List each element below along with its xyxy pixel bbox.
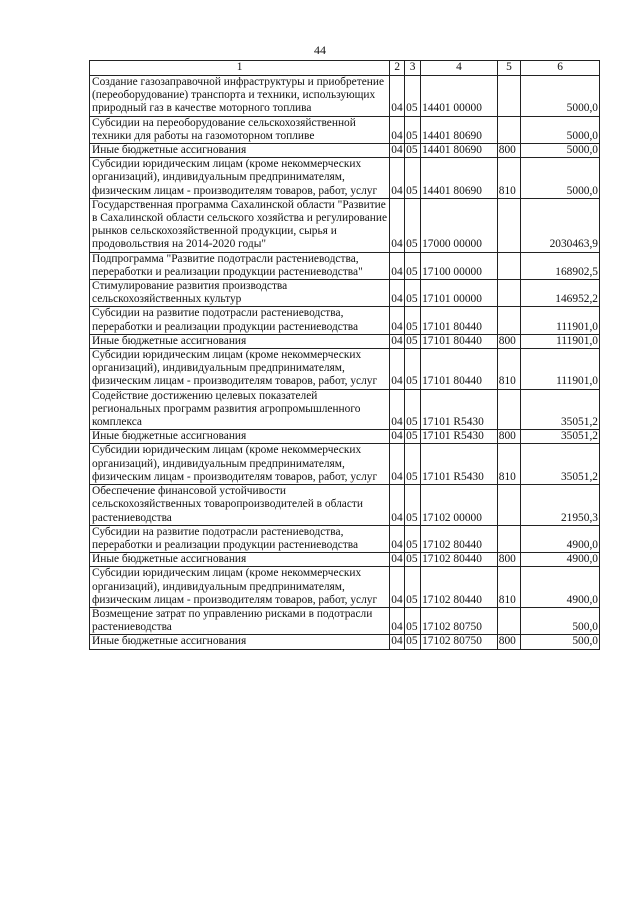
header-cell: 6	[521, 61, 600, 76]
section-code-cell: 04	[390, 389, 405, 430]
section-code-cell: 04	[391, 553, 403, 566]
item-name-cell: Иные бюджетные ассигнования	[90, 430, 390, 444]
target-article-code-cell: 14401 80690	[421, 158, 498, 199]
item-name-cell: Создание газозаправочной инфраструктуры и приобретение (переоборудование) транспорта и техники, использующих природный газ в качестве моторного топлива	[90, 76, 390, 117]
subsection-code-cell: 05	[405, 307, 421, 334]
subsection-code-cell: 05	[405, 444, 421, 485]
table-row	[90, 116, 600, 143]
amount-cell: 2030463,9	[521, 198, 600, 252]
target-article-code-cell: 17102 80440	[421, 525, 498, 552]
table-row	[90, 444, 600, 485]
table-body	[90, 76, 600, 650]
amount-cell: 35051,2	[521, 389, 600, 430]
target-article-code-cell: 17101 00000	[421, 280, 498, 307]
target-article-code-cell: 17102 80440	[421, 567, 498, 608]
table-row	[90, 158, 600, 199]
subsection-code-cell: 05	[405, 280, 421, 307]
target-article-code-cell: 14401 00000	[421, 76, 498, 117]
subsection-code-cell: 05	[405, 389, 421, 430]
amount-cell: 5000,0	[521, 158, 600, 199]
header-cell: 5	[497, 61, 520, 76]
table-row	[90, 280, 600, 307]
item-name-cell: Обеспечение финансовой устойчивости сельскохозяйственных товаропроизводителей в области растениеводства	[90, 485, 390, 526]
expense-type-code-cell	[497, 485, 520, 526]
table-row	[90, 198, 600, 252]
amount-cell: 4900,0	[521, 525, 600, 552]
amount-cell: 111901,0	[521, 349, 600, 390]
target-article-code-cell: 17101 80440	[421, 307, 498, 334]
item-name-cell: Государственная программа Сахалинской области "Развитие в Сахалинской области сельского хозяйства и регулирование рынков сельскохозяйственной продукции, сырья и продовольствия на 2014-2020 годы"	[90, 198, 390, 252]
section-code-cell: 04	[390, 444, 405, 485]
expense-type-code-cell: 800	[497, 430, 520, 444]
item-name-cell: Содействие достижению целевых показателей региональных программ развития агропромышленного комплекса	[90, 389, 390, 430]
subsection-code-cell: 05	[405, 430, 421, 444]
item-name-cell: Стимулирование развития производства сельскохозяйственных культур	[90, 280, 390, 307]
table-row	[90, 525, 600, 552]
header-cell: 4	[421, 61, 498, 76]
item-name-cell: Субсидии юридическим лицам (кроме некоммерческих организаций), индивидуальным предпринимателям, физическим лицам - производителям товаров, работ, услуг	[90, 444, 390, 485]
section-code-cell: 04	[390, 198, 405, 252]
section-code-cell: 04	[390, 76, 405, 117]
amount-cell: 111901,0	[521, 307, 600, 334]
expense-type-code-cell: 810	[497, 444, 520, 485]
subsection-code-cell: 05	[405, 553, 421, 567]
expense-type-code-cell	[497, 76, 520, 117]
section-code-cell: 04	[390, 349, 405, 390]
section-code-cell: 04	[390, 485, 405, 526]
table-row	[90, 389, 600, 430]
budget-table	[89, 60, 600, 650]
expense-type-code-cell	[497, 307, 520, 334]
expense-type-code-cell: 810	[497, 349, 520, 390]
expense-type-code-cell	[497, 198, 520, 252]
subsection-code-cell: 05	[405, 635, 421, 649]
item-name-cell: Субсидии на переоборудование сельскохозяйственной техники для работы на газомоторном топливе	[90, 116, 390, 143]
table-header-row	[90, 61, 600, 76]
header-cell: 1	[90, 61, 390, 76]
subsection-code-cell: 05	[405, 252, 421, 279]
item-name-cell: Субсидии на развитие подотрасли растениеводства, переработки и реализации продукции растениеводства	[90, 525, 390, 552]
target-article-code-cell: 17102 80440	[421, 553, 498, 567]
header-cell: 3	[405, 61, 421, 76]
subsection-code-cell: 05	[405, 144, 421, 158]
expense-type-code-cell	[497, 116, 520, 143]
subsection-code-cell: 05	[405, 116, 421, 143]
expense-type-code-cell: 800	[497, 553, 520, 567]
expense-type-code-cell	[497, 607, 520, 634]
table-row	[90, 334, 600, 348]
amount-cell: 5000,0	[521, 144, 600, 158]
section-code-cell: 04	[390, 525, 405, 552]
amount-cell: 21950,3	[521, 485, 600, 526]
section-code-cell: 04	[391, 334, 403, 347]
table-row	[90, 567, 600, 608]
amount-cell: 35051,2	[521, 430, 600, 444]
target-article-code-cell: 17000 00000	[421, 198, 498, 252]
expense-type-code-cell: 800	[497, 334, 520, 348]
amount-cell: 35051,2	[521, 444, 600, 485]
section-code-cell: 04	[390, 280, 405, 307]
item-name-cell: Субсидии юридическим лицам (кроме некоммерческих организаций), индивидуальным предпринимателям, физическим лицам - производителям товаров, работ, услуг	[90, 158, 390, 199]
subsection-code-cell: 05	[405, 198, 421, 252]
table-row	[90, 553, 600, 567]
target-article-code-cell: 17102 00000	[421, 485, 498, 526]
section-code-cell: 04	[390, 607, 405, 634]
amount-cell: 146952,2	[521, 280, 600, 307]
target-article-code-cell: 17101 80440	[421, 349, 498, 390]
item-name-cell: Возмещение затрат по управлению рисками в подотрасли растениеводства	[90, 607, 390, 634]
target-article-code-cell: 17100 00000	[421, 252, 498, 279]
subsection-code-cell: 05	[405, 334, 421, 348]
table-row	[90, 430, 600, 444]
expense-type-code-cell: 810	[497, 567, 520, 608]
item-name-cell: Субсидии юридическим лицам (кроме некоммерческих организаций), индивидуальным предпринимателям, физическим лицам - производителям товаров, работ, услуг	[90, 349, 390, 390]
target-article-code-cell: 14401 80690	[421, 144, 498, 158]
expense-type-code-cell: 800	[497, 144, 520, 158]
expense-type-code-cell: 800	[497, 635, 520, 649]
expense-type-code-cell	[497, 525, 520, 552]
table-row	[90, 307, 600, 334]
item-name-cell: Иные бюджетные ассигнования	[90, 334, 390, 348]
section-code-cell: 04	[390, 567, 405, 608]
table-row	[90, 76, 600, 117]
expense-type-code-cell	[497, 389, 520, 430]
target-article-code-cell: 17101 R5430	[421, 430, 498, 444]
subsection-code-cell: 05	[405, 158, 421, 199]
item-name-cell: Подпрограмма "Развитие подотрасли растениеводства, переработки и реализации продукции растениеводства"	[90, 252, 390, 279]
target-article-code-cell: 17101 R5430	[421, 389, 498, 430]
item-name-cell: Иные бюджетные ассигнования	[90, 144, 390, 158]
section-code-cell: 04	[391, 430, 403, 443]
table-row	[90, 607, 600, 634]
subsection-code-cell: 05	[405, 607, 421, 634]
section-code-cell: 04	[391, 635, 403, 648]
target-article-code-cell: 17102 80750	[421, 635, 498, 649]
subsection-code-cell: 05	[405, 567, 421, 608]
table-row	[90, 485, 600, 526]
amount-cell: 168902,5	[521, 252, 600, 279]
item-name-cell: Субсидии юридическим лицам (кроме некоммерческих организаций), индивидуальным предпринимателям, физическим лицам - производителям товаров, работ, услуг	[90, 567, 390, 608]
expense-type-code-cell	[497, 280, 520, 307]
amount-cell: 111901,0	[521, 334, 600, 348]
item-name-cell: Иные бюджетные ассигнования	[90, 553, 390, 567]
table-row	[90, 144, 600, 158]
section-code-cell: 04	[390, 252, 405, 279]
page-number: 44	[314, 43, 326, 57]
target-article-code-cell: 17101 80440	[421, 334, 498, 348]
subsection-code-cell: 05	[405, 485, 421, 526]
subsection-code-cell: 05	[405, 525, 421, 552]
amount-cell: 4900,0	[521, 553, 600, 567]
item-name-cell: Иные бюджетные ассигнования	[90, 635, 390, 649]
subsection-code-cell: 05	[405, 349, 421, 390]
amount-cell: 5000,0	[521, 116, 600, 143]
table-row	[90, 349, 600, 390]
item-name-cell: Субсидии на развитие подотрасли растениеводства, переработки и реализации продукции растениеводства	[90, 307, 390, 334]
table-row	[90, 252, 600, 279]
table-row	[90, 635, 600, 649]
target-article-code-cell: 17101 R5430	[421, 444, 498, 485]
amount-cell: 4900,0	[521, 567, 600, 608]
subsection-code-cell: 05	[405, 76, 421, 117]
target-article-code-cell: 17102 80750	[421, 607, 498, 634]
expense-type-code-cell: 810	[497, 158, 520, 199]
header-cell: 2	[390, 61, 405, 76]
expense-type-code-cell	[497, 252, 520, 279]
amount-cell: 500,0	[521, 607, 600, 634]
section-code-cell: 04	[391, 144, 403, 157]
section-code-cell: 04	[390, 307, 405, 334]
target-article-code-cell: 14401 80690	[421, 116, 498, 143]
amount-cell: 5000,0	[521, 76, 600, 117]
section-code-cell: 04	[390, 116, 405, 143]
section-code-cell: 04	[390, 158, 405, 199]
amount-cell: 500,0	[521, 635, 600, 649]
